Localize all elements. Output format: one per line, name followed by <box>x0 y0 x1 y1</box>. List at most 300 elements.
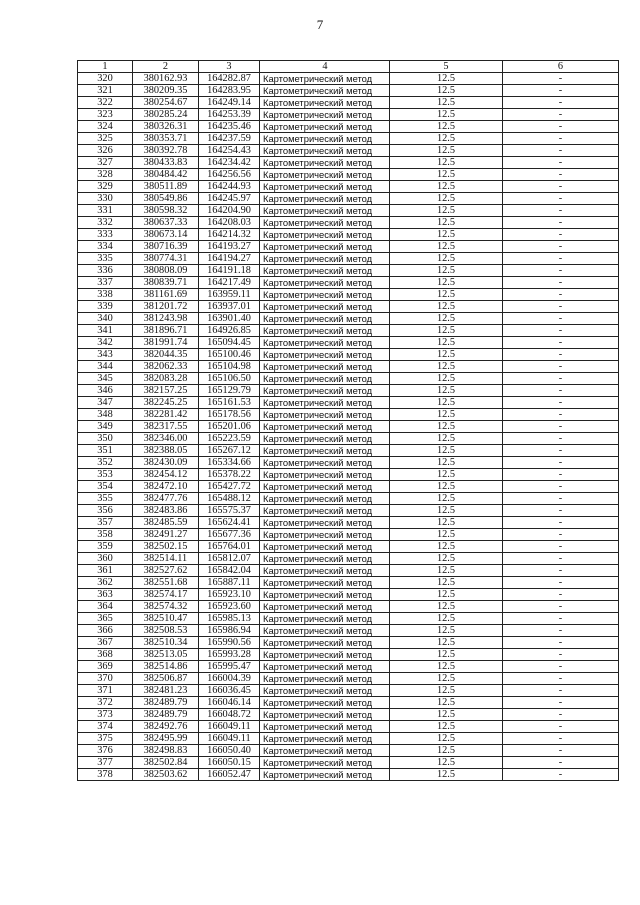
accuracy-cell: 12.5 <box>390 769 503 781</box>
x-coordinate-cell: 380433.83 <box>133 157 199 169</box>
note-cell: - <box>503 397 619 409</box>
y-coordinate-cell: 165104.98 <box>199 361 260 373</box>
x-coordinate-cell: 380209.35 <box>133 85 199 97</box>
table-row <box>78 445 619 457</box>
x-coordinate-cell: 382492.76 <box>133 721 199 733</box>
y-coordinate-cell: 165923.60 <box>199 601 260 613</box>
point-number-cell: 353 <box>78 469 133 481</box>
method-cell: Картометрический метод <box>260 565 390 577</box>
method-cell: Картометрический метод <box>260 769 390 781</box>
note-cell: - <box>503 169 619 181</box>
accuracy-cell: 12.5 <box>390 217 503 229</box>
point-number-cell: 333 <box>78 229 133 241</box>
table-row <box>78 589 619 601</box>
table-row <box>78 733 619 745</box>
method-cell: Картометрический метод <box>260 697 390 709</box>
point-number-cell: 337 <box>78 277 133 289</box>
y-coordinate-cell: 165267.12 <box>199 445 260 457</box>
y-coordinate-cell: 165985.13 <box>199 613 260 625</box>
point-number-cell: 329 <box>78 181 133 193</box>
note-cell: - <box>503 613 619 625</box>
table-row <box>78 769 619 781</box>
x-coordinate-cell: 381201.72 <box>133 301 199 313</box>
accuracy-cell: 12.5 <box>390 409 503 421</box>
note-cell: - <box>503 253 619 265</box>
accuracy-cell: 12.5 <box>390 541 503 553</box>
method-cell: Картометрический метод <box>260 133 390 145</box>
table-row <box>78 493 619 505</box>
note-cell: - <box>503 145 619 157</box>
y-coordinate-cell: 164237.59 <box>199 133 260 145</box>
x-coordinate-cell: 382472.10 <box>133 481 199 493</box>
point-number-cell: 343 <box>78 349 133 361</box>
method-cell: Картометрический метод <box>260 745 390 757</box>
method-cell: Картометрический метод <box>260 361 390 373</box>
y-coordinate-cell: 164204.90 <box>199 205 260 217</box>
column-header: 1 <box>78 61 133 73</box>
accuracy-cell: 12.5 <box>390 325 503 337</box>
table-row <box>78 133 619 145</box>
y-coordinate-cell: 165986.94 <box>199 625 260 637</box>
table-row <box>78 337 619 349</box>
method-cell: Картометрический метод <box>260 529 390 541</box>
note-cell: - <box>503 505 619 517</box>
note-cell: - <box>503 433 619 445</box>
accuracy-cell: 12.5 <box>390 301 503 313</box>
note-cell: - <box>503 313 619 325</box>
table-row <box>78 661 619 673</box>
point-number-cell: 323 <box>78 109 133 121</box>
method-cell: Картометрический метод <box>260 373 390 385</box>
x-coordinate-cell: 380254.67 <box>133 97 199 109</box>
accuracy-cell: 12.5 <box>390 505 503 517</box>
method-cell: Картометрический метод <box>260 601 390 613</box>
point-number-cell: 328 <box>78 169 133 181</box>
y-coordinate-cell: 164214.32 <box>199 229 260 241</box>
table-row <box>78 85 619 97</box>
y-coordinate-cell: 165887.11 <box>199 577 260 589</box>
note-cell: - <box>503 733 619 745</box>
y-coordinate-cell: 166036.45 <box>199 685 260 697</box>
accuracy-cell: 12.5 <box>390 577 503 589</box>
accuracy-cell: 12.5 <box>390 121 503 133</box>
accuracy-cell: 12.5 <box>390 553 503 565</box>
table-row <box>78 745 619 757</box>
accuracy-cell: 12.5 <box>390 625 503 637</box>
y-coordinate-cell: 165201.06 <box>199 421 260 433</box>
method-cell: Картометрический метод <box>260 433 390 445</box>
note-cell: - <box>503 301 619 313</box>
x-coordinate-cell: 380353.71 <box>133 133 199 145</box>
note-cell: - <box>503 529 619 541</box>
table-row <box>78 121 619 133</box>
y-coordinate-cell: 166004.39 <box>199 673 260 685</box>
method-cell: Картометрический метод <box>260 637 390 649</box>
point-number-cell: 371 <box>78 685 133 697</box>
accuracy-cell: 12.5 <box>390 397 503 409</box>
y-coordinate-cell: 164245.97 <box>199 193 260 205</box>
method-cell: Картометрический метод <box>260 505 390 517</box>
x-coordinate-cell: 382495.99 <box>133 733 199 745</box>
point-number-cell: 378 <box>78 769 133 781</box>
y-coordinate-cell: 165993.28 <box>199 649 260 661</box>
x-coordinate-cell: 382551.68 <box>133 577 199 589</box>
x-coordinate-cell: 382281.42 <box>133 409 199 421</box>
accuracy-cell: 12.5 <box>390 241 503 253</box>
method-cell: Картометрический метод <box>260 577 390 589</box>
accuracy-cell: 12.5 <box>390 373 503 385</box>
x-coordinate-cell: 382454.12 <box>133 469 199 481</box>
method-cell: Картометрический метод <box>260 181 390 193</box>
x-coordinate-cell: 382574.32 <box>133 601 199 613</box>
method-cell: Картометрический метод <box>260 709 390 721</box>
x-coordinate-cell: 382510.34 <box>133 637 199 649</box>
accuracy-cell: 12.5 <box>390 601 503 613</box>
point-number-cell: 374 <box>78 721 133 733</box>
note-cell: - <box>503 121 619 133</box>
note-cell: - <box>503 493 619 505</box>
method-cell: Картометрический метод <box>260 301 390 313</box>
point-number-cell: 362 <box>78 577 133 589</box>
accuracy-cell: 12.5 <box>390 157 503 169</box>
table-row <box>78 409 619 421</box>
y-coordinate-cell: 165106.50 <box>199 373 260 385</box>
x-coordinate-cell: 380673.14 <box>133 229 199 241</box>
point-number-cell: 376 <box>78 745 133 757</box>
point-number-cell: 357 <box>78 517 133 529</box>
table-row <box>78 289 619 301</box>
x-coordinate-cell: 382062.33 <box>133 361 199 373</box>
y-coordinate-cell: 165094.45 <box>199 337 260 349</box>
note-cell: - <box>503 85 619 97</box>
accuracy-cell: 12.5 <box>390 685 503 697</box>
accuracy-cell: 12.5 <box>390 349 503 361</box>
method-cell: Картометрический метод <box>260 649 390 661</box>
point-number-cell: 349 <box>78 421 133 433</box>
point-number-cell: 351 <box>78 445 133 457</box>
x-coordinate-cell: 382514.11 <box>133 553 199 565</box>
method-cell: Картометрический метод <box>260 193 390 205</box>
x-coordinate-cell: 382157.25 <box>133 385 199 397</box>
accuracy-cell: 12.5 <box>390 313 503 325</box>
x-coordinate-cell: 382485.59 <box>133 517 199 529</box>
method-cell: Картометрический метод <box>260 457 390 469</box>
point-number-cell: 359 <box>78 541 133 553</box>
coordinates-table <box>77 60 619 781</box>
x-coordinate-cell: 382245.25 <box>133 397 199 409</box>
y-coordinate-cell: 164193.27 <box>199 241 260 253</box>
note-cell: - <box>503 217 619 229</box>
x-coordinate-cell: 381243.98 <box>133 313 199 325</box>
accuracy-cell: 12.5 <box>390 493 503 505</box>
accuracy-cell: 12.5 <box>390 649 503 661</box>
method-cell: Картометрический метод <box>260 205 390 217</box>
table-row <box>78 205 619 217</box>
method-cell: Картометрический метод <box>260 85 390 97</box>
note-cell: - <box>503 289 619 301</box>
y-coordinate-cell: 163937.01 <box>199 301 260 313</box>
point-number-cell: 372 <box>78 697 133 709</box>
note-cell: - <box>503 469 619 481</box>
x-coordinate-cell: 382388.05 <box>133 445 199 457</box>
y-coordinate-cell: 164249.14 <box>199 97 260 109</box>
method-cell: Картометрический метод <box>260 481 390 493</box>
table-row <box>78 217 619 229</box>
note-cell: - <box>503 673 619 685</box>
table-row <box>78 709 619 721</box>
table-row <box>78 325 619 337</box>
table-row <box>78 649 619 661</box>
note-cell: - <box>503 181 619 193</box>
point-number-cell: 347 <box>78 397 133 409</box>
method-cell: Картометрический метод <box>260 673 390 685</box>
x-coordinate-cell: 380774.31 <box>133 253 199 265</box>
accuracy-cell: 12.5 <box>390 661 503 673</box>
note-cell: - <box>503 757 619 769</box>
note-cell: - <box>503 229 619 241</box>
note-cell: - <box>503 421 619 433</box>
table-row <box>78 397 619 409</box>
point-number-cell: 352 <box>78 457 133 469</box>
x-coordinate-cell: 380326.31 <box>133 121 199 133</box>
x-coordinate-cell: 382506.87 <box>133 673 199 685</box>
point-number-cell: 360 <box>78 553 133 565</box>
table-row <box>78 349 619 361</box>
note-cell: - <box>503 541 619 553</box>
method-cell: Картометрический метод <box>260 421 390 433</box>
method-cell: Картометрический метод <box>260 721 390 733</box>
method-cell: Картометрический метод <box>260 313 390 325</box>
x-coordinate-cell: 382508.53 <box>133 625 199 637</box>
y-coordinate-cell: 165842.04 <box>199 565 260 577</box>
method-cell: Картометрический метод <box>260 217 390 229</box>
x-coordinate-cell: 380716.39 <box>133 241 199 253</box>
y-coordinate-cell: 164256.56 <box>199 169 260 181</box>
accuracy-cell: 12.5 <box>390 733 503 745</box>
accuracy-cell: 12.5 <box>390 721 503 733</box>
y-coordinate-cell: 165129.79 <box>199 385 260 397</box>
note-cell: - <box>503 457 619 469</box>
point-number-cell: 331 <box>78 205 133 217</box>
point-number-cell: 364 <box>78 601 133 613</box>
table-row <box>78 697 619 709</box>
table-row <box>78 277 619 289</box>
y-coordinate-cell: 165995.47 <box>199 661 260 673</box>
point-number-cell: 345 <box>78 373 133 385</box>
note-cell: - <box>503 625 619 637</box>
table-row <box>78 265 619 277</box>
table-body <box>78 61 619 781</box>
point-number-cell: 368 <box>78 649 133 661</box>
method-cell: Картометрический метод <box>260 733 390 745</box>
point-number-cell: 366 <box>78 625 133 637</box>
method-cell: Картометрический метод <box>260 229 390 241</box>
accuracy-cell: 12.5 <box>390 517 503 529</box>
method-cell: Картометрический метод <box>260 253 390 265</box>
y-coordinate-cell: 165334.66 <box>199 457 260 469</box>
table-row <box>78 145 619 157</box>
method-cell: Картометрический метод <box>260 109 390 121</box>
x-coordinate-cell: 381896.71 <box>133 325 199 337</box>
point-number-cell: 321 <box>78 85 133 97</box>
y-coordinate-cell: 164926.85 <box>199 325 260 337</box>
table-row <box>78 481 619 493</box>
x-coordinate-cell: 380285.24 <box>133 109 199 121</box>
note-cell: - <box>503 265 619 277</box>
point-number-cell: 320 <box>78 73 133 85</box>
y-coordinate-cell: 165427.72 <box>199 481 260 493</box>
note-cell: - <box>503 373 619 385</box>
y-coordinate-cell: 164254.43 <box>199 145 260 157</box>
accuracy-cell: 12.5 <box>390 97 503 109</box>
point-number-cell: 338 <box>78 289 133 301</box>
x-coordinate-cell: 382481.23 <box>133 685 199 697</box>
method-cell: Картометрический метод <box>260 757 390 769</box>
point-number-cell: 369 <box>78 661 133 673</box>
x-coordinate-cell: 382477.76 <box>133 493 199 505</box>
accuracy-cell: 12.5 <box>390 277 503 289</box>
x-coordinate-cell: 382346.00 <box>133 433 199 445</box>
x-coordinate-cell: 380598.32 <box>133 205 199 217</box>
accuracy-cell: 12.5 <box>390 361 503 373</box>
table-row <box>78 517 619 529</box>
accuracy-cell: 12.5 <box>390 109 503 121</box>
point-number-cell: 332 <box>78 217 133 229</box>
point-number-cell: 375 <box>78 733 133 745</box>
y-coordinate-cell: 164208.03 <box>199 217 260 229</box>
point-number-cell: 327 <box>78 157 133 169</box>
table-row <box>78 433 619 445</box>
accuracy-cell: 12.5 <box>390 133 503 145</box>
column-header: 4 <box>260 61 390 73</box>
table-row <box>78 181 619 193</box>
note-cell: - <box>503 565 619 577</box>
point-number-cell: 340 <box>78 313 133 325</box>
x-coordinate-cell: 382083.28 <box>133 373 199 385</box>
table-row <box>78 301 619 313</box>
table-row <box>78 721 619 733</box>
point-number-cell: 361 <box>78 565 133 577</box>
note-cell: - <box>503 73 619 85</box>
accuracy-cell: 12.5 <box>390 637 503 649</box>
note-cell: - <box>503 349 619 361</box>
table-row <box>78 373 619 385</box>
accuracy-cell: 12.5 <box>390 337 503 349</box>
note-cell: - <box>503 445 619 457</box>
y-coordinate-cell: 165488.12 <box>199 493 260 505</box>
x-coordinate-cell: 382514.86 <box>133 661 199 673</box>
method-cell: Картометрический метод <box>260 445 390 457</box>
method-cell: Картометрический метод <box>260 289 390 301</box>
accuracy-cell: 12.5 <box>390 589 503 601</box>
point-number-cell: 346 <box>78 385 133 397</box>
accuracy-cell: 12.5 <box>390 709 503 721</box>
accuracy-cell: 12.5 <box>390 481 503 493</box>
method-cell: Картометрический метод <box>260 277 390 289</box>
y-coordinate-cell: 164253.39 <box>199 109 260 121</box>
method-cell: Картометрический метод <box>260 385 390 397</box>
note-cell: - <box>503 481 619 493</box>
accuracy-cell: 12.5 <box>390 697 503 709</box>
note-cell: - <box>503 133 619 145</box>
x-coordinate-cell: 382513.05 <box>133 649 199 661</box>
y-coordinate-cell: 164235.46 <box>199 121 260 133</box>
point-number-cell: 377 <box>78 757 133 769</box>
table-row <box>78 421 619 433</box>
point-number-cell: 334 <box>78 241 133 253</box>
method-cell: Картометрический метод <box>260 493 390 505</box>
table-row <box>78 229 619 241</box>
accuracy-cell: 12.5 <box>390 73 503 85</box>
x-coordinate-cell: 380484.42 <box>133 169 199 181</box>
note-cell: - <box>503 685 619 697</box>
method-cell: Картометрический метод <box>260 613 390 625</box>
page-number: 7 <box>316 17 324 32</box>
y-coordinate-cell: 164282.87 <box>199 73 260 85</box>
table-row <box>78 457 619 469</box>
x-coordinate-cell: 380511.89 <box>133 181 199 193</box>
y-coordinate-cell: 165677.36 <box>199 529 260 541</box>
y-coordinate-cell: 165223.59 <box>199 433 260 445</box>
method-cell: Картометрический метод <box>260 469 390 481</box>
table-row <box>78 565 619 577</box>
accuracy-cell: 12.5 <box>390 85 503 97</box>
x-coordinate-cell: 381991.74 <box>133 337 199 349</box>
note-cell: - <box>503 325 619 337</box>
y-coordinate-cell: 166046.14 <box>199 697 260 709</box>
note-cell: - <box>503 589 619 601</box>
method-cell: Картометрический метод <box>260 349 390 361</box>
accuracy-cell: 12.5 <box>390 229 503 241</box>
column-header: 3 <box>199 61 260 73</box>
note-cell: - <box>503 517 619 529</box>
x-coordinate-cell: 382483.86 <box>133 505 199 517</box>
x-coordinate-cell: 382489.79 <box>133 709 199 721</box>
y-coordinate-cell: 164191.18 <box>199 265 260 277</box>
method-cell: Картометрический метод <box>260 241 390 253</box>
table-row <box>78 625 619 637</box>
y-coordinate-cell: 165378.22 <box>199 469 260 481</box>
note-cell: - <box>503 601 619 613</box>
y-coordinate-cell: 166052.47 <box>199 769 260 781</box>
y-coordinate-cell: 165575.37 <box>199 505 260 517</box>
x-coordinate-cell: 382430.09 <box>133 457 199 469</box>
method-cell: Картометрический метод <box>260 145 390 157</box>
accuracy-cell: 12.5 <box>390 757 503 769</box>
table-row <box>78 673 619 685</box>
point-number-cell: 373 <box>78 709 133 721</box>
y-coordinate-cell: 166049.11 <box>199 733 260 745</box>
table-row <box>78 385 619 397</box>
table-header-row <box>78 61 619 73</box>
note-cell: - <box>503 697 619 709</box>
x-coordinate-cell: 382527.62 <box>133 565 199 577</box>
x-coordinate-cell: 382502.84 <box>133 757 199 769</box>
table-row <box>78 97 619 109</box>
x-coordinate-cell: 382491.27 <box>133 529 199 541</box>
accuracy-cell: 12.5 <box>390 745 503 757</box>
method-cell: Картометрический метод <box>260 409 390 421</box>
x-coordinate-cell: 380549.86 <box>133 193 199 205</box>
method-cell: Картометрический метод <box>260 685 390 697</box>
y-coordinate-cell: 165812.07 <box>199 553 260 565</box>
table-row <box>78 361 619 373</box>
accuracy-cell: 12.5 <box>390 673 503 685</box>
column-header: 5 <box>390 61 503 73</box>
table-row <box>78 541 619 553</box>
table-row <box>78 757 619 769</box>
point-number-cell: 336 <box>78 265 133 277</box>
